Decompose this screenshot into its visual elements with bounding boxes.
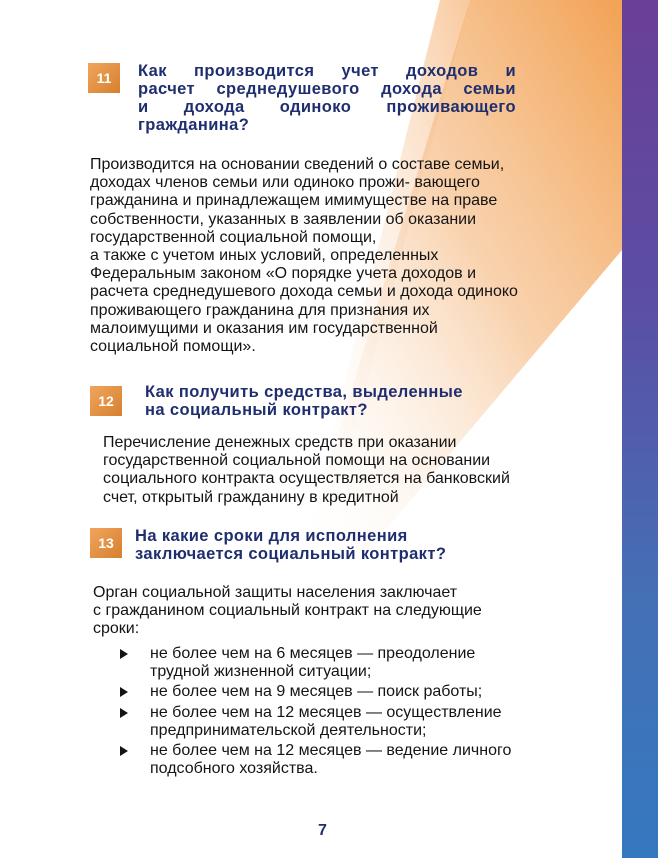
list-item: не более чем на 6 месяцев — преодоление трудной жизненной ситуации; (120, 645, 511, 681)
bullet-arrow-icon (120, 649, 128, 659)
answer-text: Производится на основании сведений о составе семьи, доходах членов семьи или одиноко прожи- вающего гражданина и принадлежащем имимуществе на праве собственности, указанных в заявлении об оказании государственной социальной помощи, а также с учетом иных условий, определенных Федеральным законом «О порядке учета доходов и расчета среднедушевого дохода семьи и дохода одиноко проживающего гражданина для признания их малоимущими и оказания им государственной социальной помощи». (90, 156, 518, 356)
answer-text: Орган социальной защиты населения заключает с гражданином социальный контракт на следующие сроки: (93, 584, 482, 638)
question-number: 13 (98, 535, 114, 551)
bullet-arrow-icon (120, 687, 128, 697)
answer-text: Перечисление денежных средств при оказании государственной социальной помощи на основании социального контракта осуществляется на банковский счет, открытый гражданину в кредитной (103, 434, 510, 506)
title-line: расчет среднедушевого дохода семьи (138, 80, 516, 98)
title-line: гражданина? (138, 116, 250, 134)
bullet-arrow-icon (120, 708, 128, 718)
title-line: Как производится учет доходов и (138, 62, 516, 80)
question-title: Как получить средства, выделенные на социальный контракт? (145, 383, 463, 419)
right-gradient-bar (622, 0, 658, 858)
question-title (138, 62, 516, 134)
list-item: не более чем на 12 месяцев — ведение личного подсобного хозяйства. (120, 742, 511, 778)
title-line: и дохода одиноко проживающего (138, 98, 516, 116)
question-title: На какие сроки для исполнения заключается социальный контракт? (135, 527, 447, 563)
question-number: 12 (98, 393, 114, 409)
bullet-arrow-icon (120, 746, 128, 756)
question-number-badge (90, 386, 122, 416)
question-number-badge (90, 528, 122, 558)
page-number: 7 (318, 822, 327, 839)
list-item: не более чем на 9 месяцев — поиск работы; (120, 683, 511, 701)
list-item: не более чем на 12 месяцев — осуществление предпринимательской деятельности; (120, 704, 511, 740)
question-number-badge (88, 63, 120, 93)
term-list (120, 645, 511, 780)
question-number: 11 (96, 70, 112, 86)
